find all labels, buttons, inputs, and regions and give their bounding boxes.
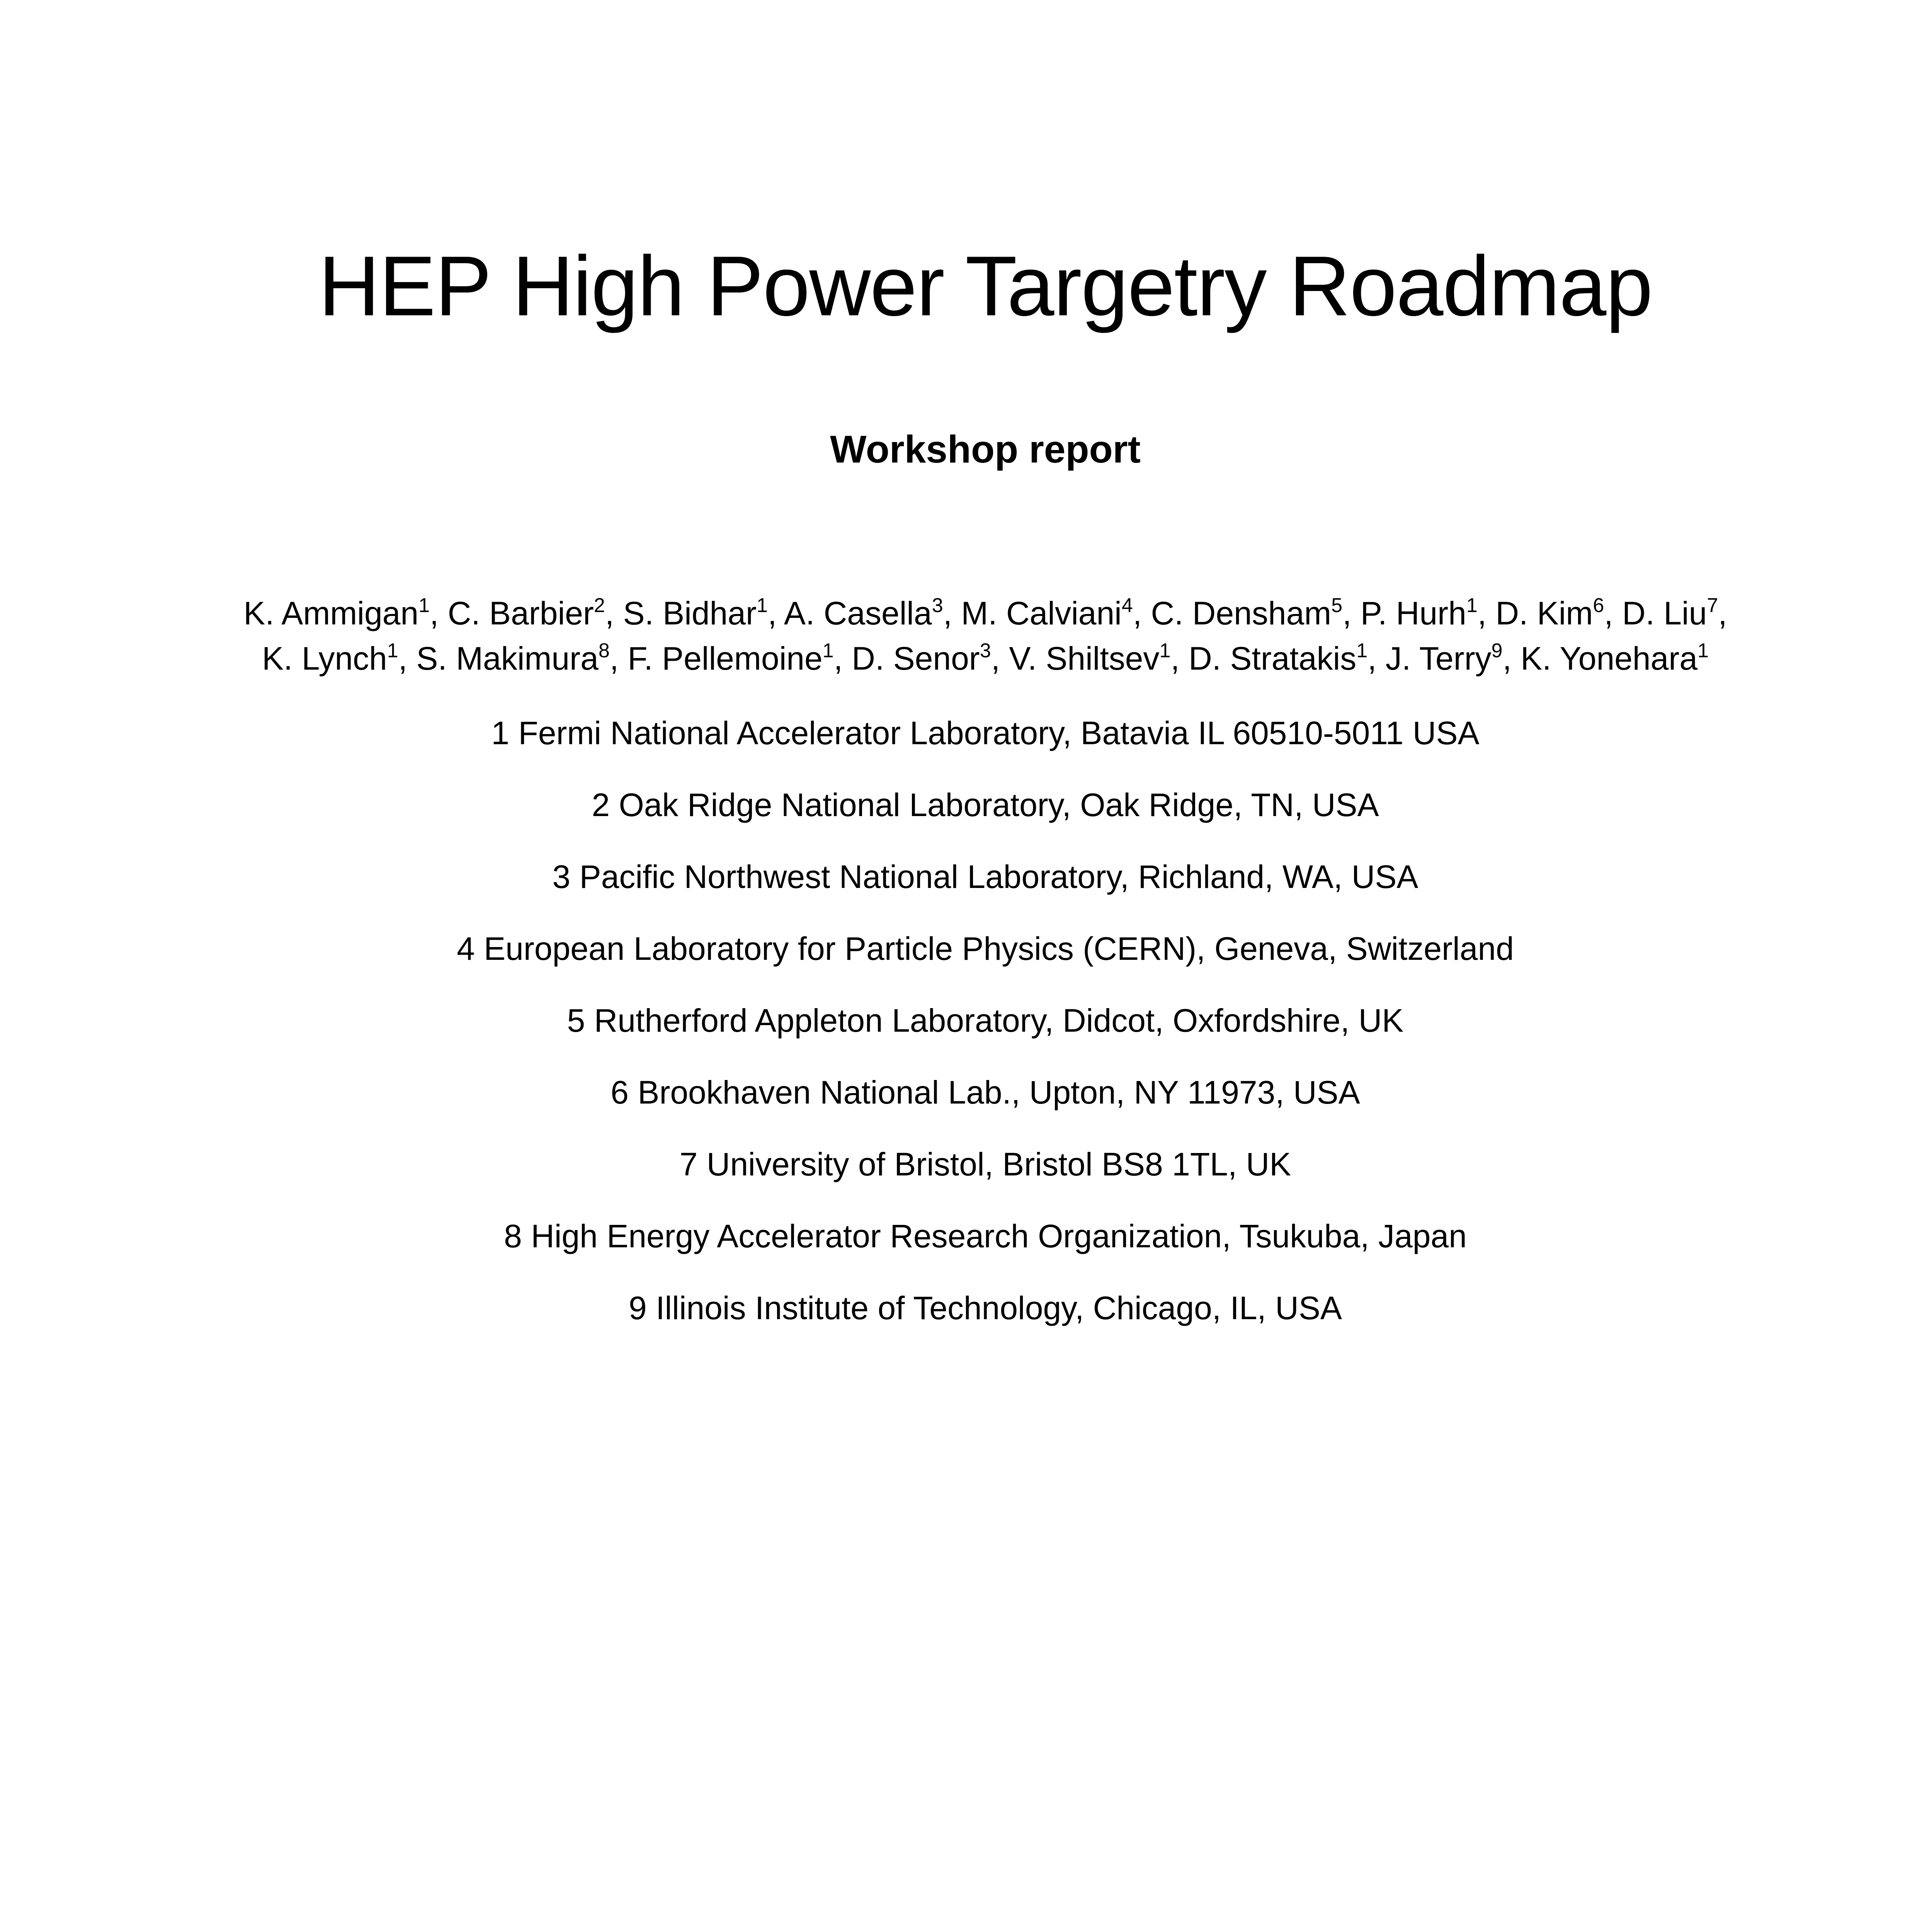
affiliation-marker: 1 — [1159, 639, 1171, 662]
author-name — [1520, 640, 1709, 677]
document-subtitle: Workshop report — [830, 428, 1141, 471]
affiliation-marker: 2 — [594, 594, 605, 617]
author-name — [1622, 595, 1718, 631]
author-name-text: F. Pellemoine — [628, 640, 823, 677]
author-name-text: D. Senor — [852, 640, 980, 677]
affiliation-marker: 9 — [1491, 639, 1503, 662]
affiliation-item: 1 Fermi National Accelerator Laboratory, Batavia IL 60510-5011 USA — [491, 715, 1480, 751]
affiliation-marker: 1 — [418, 594, 430, 617]
affiliation-item: 2 Oak Ridge National Laboratory, Oak Ridge, TN, USA — [592, 787, 1379, 823]
affiliation-marker: 1 — [387, 639, 398, 662]
author-name — [852, 640, 991, 677]
author-name — [1495, 595, 1604, 631]
affiliation-marker: 1 — [1697, 639, 1709, 662]
author-name-text: C. Barbier — [447, 595, 594, 631]
author-name-text: K. Ammigan — [243, 595, 419, 631]
author-name-text: K. Lynch — [262, 640, 387, 677]
author-name-text: M. Calviani — [961, 595, 1122, 631]
author-name — [784, 595, 943, 631]
author-line-1: K. Ammigan$^1$, C. Barbier$^2$, S. Bidhar$^1$, A. Casella$^3$, M. Calviani$^4$, C. Densham$^5$, P. Hurh$^1$, D. Kim$^6$, D. Liu$^7$, — [243, 594, 1727, 631]
author-name — [961, 595, 1133, 631]
affiliation-marker: 8 — [598, 639, 610, 662]
affiliation-marker: 3 — [932, 594, 943, 617]
author-name-text: P. Hurh — [1360, 595, 1466, 631]
affiliation-marker: 7 — [1707, 594, 1718, 617]
affiliation-item: 4 European Laboratory for Particle Physics (CERN), Geneva, Switzerland — [457, 930, 1514, 967]
author-name — [1361, 595, 1478, 631]
author-name — [416, 640, 609, 677]
affiliation-marker: 6 — [1593, 594, 1604, 617]
author-name — [262, 640, 398, 677]
author-name-text: K. Yonehara — [1520, 640, 1698, 677]
affiliation-item: 8 High Energy Accelerator Research Organization, Tsukuba, Japan — [504, 1218, 1467, 1254]
affiliation-item: 5 Rutherford Appleton Laboratory, Didcot, Oxfordshire, UK — [567, 1002, 1404, 1039]
author-name — [448, 595, 605, 631]
author-name — [243, 595, 430, 631]
author-name-text: D. Liu — [1622, 595, 1707, 631]
author-name-text: V. Shiltsev — [1009, 640, 1160, 677]
author-name — [623, 595, 767, 631]
affiliation-marker: 3 — [980, 639, 991, 662]
author-name-text: S. Bidhar — [623, 595, 757, 631]
affiliation-marker: 4 — [1121, 594, 1133, 617]
affiliation-item: 3 Pacific Northwest National Laboratory, Richland, WA, USA — [552, 859, 1418, 895]
affiliation-item: 9 Illinois Institute of Technology, Chicago, IL, USA — [629, 1290, 1342, 1326]
affiliation-marker: 1 — [1466, 594, 1478, 617]
author-name-text: D. Stratakis — [1189, 640, 1357, 677]
author-name — [1386, 640, 1503, 677]
author-name-text: S. Makimura — [416, 640, 599, 677]
affiliation-marker: 5 — [1331, 594, 1343, 617]
affiliation-marker: 1 — [1356, 639, 1368, 662]
author-name — [1189, 640, 1367, 677]
author-name-text: J. Terry — [1385, 640, 1492, 677]
affiliation-item: 6 Brookhaven National Lab., Upton, NY 11973, USA — [611, 1074, 1360, 1111]
document-title: HEP High Power Targetry Roadmap — [318, 238, 1652, 333]
author-name — [628, 640, 833, 677]
affiliation-marker: 1 — [822, 639, 834, 662]
author-name — [1151, 595, 1342, 631]
author-name — [1009, 640, 1170, 677]
affiliation-item: 7 University of Bristol, Bristol BS8 1TL, UK — [679, 1146, 1291, 1182]
author-name-text: A. Casella — [784, 595, 932, 631]
author-line-2: K. Lynch$^1$, S. Makimura$^8$, F. Pellemoine$^1$, D. Senor$^3$, V. Shiltsev$^1$, D. Stratakis$^1$, J. Terry$^9$, K. Yonehara$^1$ — [262, 639, 1709, 677]
affiliation-marker: 1 — [756, 594, 768, 617]
author-name-text: D. Kim — [1495, 595, 1593, 631]
author-name-text: C. Densham — [1151, 595, 1332, 631]
